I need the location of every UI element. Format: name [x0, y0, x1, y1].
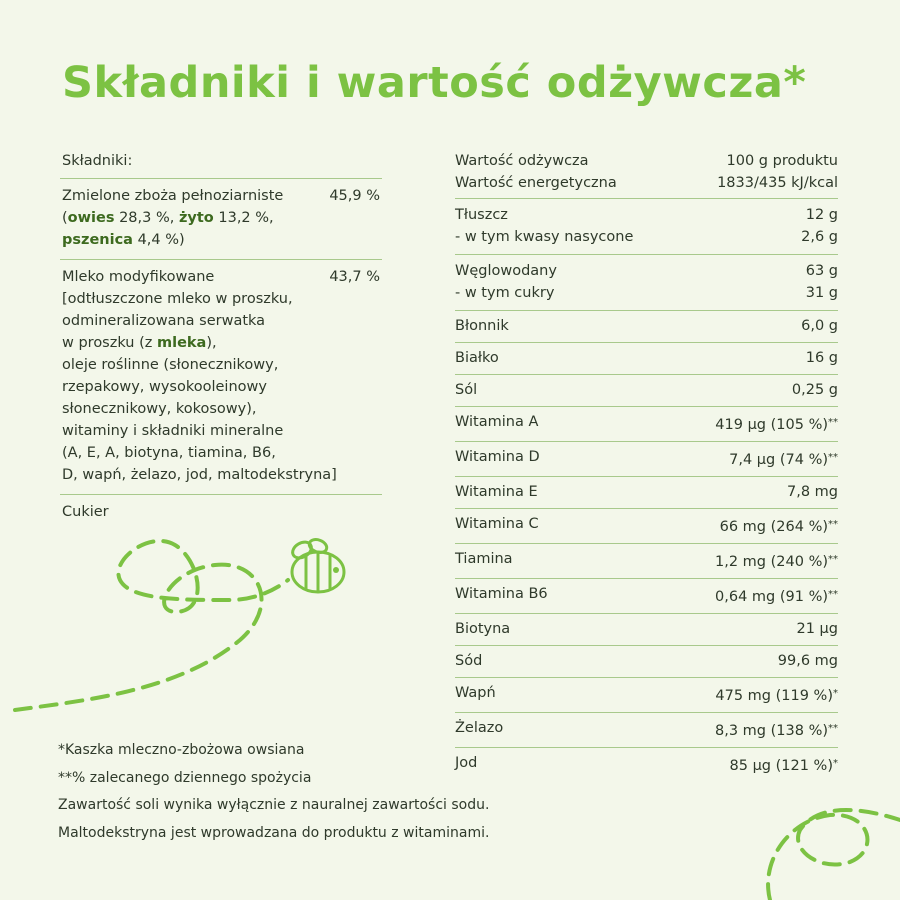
nutrient-value: 99,6 mg: [777, 653, 838, 669]
nutrition-row-salt: Sól 0,25 g: [455, 382, 838, 398]
footnote-2: **% zalecanego dziennego spożycia: [58, 769, 312, 786]
nutrient-label: Witamina D: [455, 449, 540, 465]
nutrient-value: 475 mg (119 %)*: [715, 688, 838, 704]
nutrition-row: [455, 544, 838, 578]
nutrient-label: Sód: [455, 653, 483, 669]
milk-percent: 43,7 %: [329, 269, 380, 285]
footnote-mark: *: [833, 758, 838, 769]
footnote-mark: **: [828, 519, 838, 530]
nutrient-label: Tiamina: [455, 551, 513, 567]
footnotes: [58, 737, 489, 847]
nutrition-row: [455, 748, 838, 782]
ingredient-grains: Zmielone zboża pełnoziarniste 45,9 % (owies 28,3 %, żyto 13,2 %, pszenica 4,4 %): [60, 179, 382, 259]
nutrition-row-protein: Białko 16 g: [455, 350, 838, 366]
nutrient-value: 85 µg (121 %)*: [729, 758, 838, 774]
nutrition-table: [455, 150, 838, 782]
nutrient-value: 8,3 mg (138 %)**: [715, 723, 838, 739]
grains-name: Zmielone zboża pełnoziarniste: [62, 188, 284, 204]
nutrient-label: Witamina B6: [455, 586, 548, 602]
milk-name: Mleko modyfikowane: [62, 269, 215, 285]
nutrition-row: [455, 442, 838, 476]
nutrient-label: Żelazo: [455, 720, 504, 736]
ingredients-header: Składniki:: [62, 153, 133, 169]
nutrition-row: [455, 579, 838, 613]
nutrient-value: 1,2 mg (240 %)**: [715, 554, 838, 570]
nutrient-value: 7,4 µg (74 %)**: [729, 452, 838, 468]
page-title: Składniki i wartość odżywcza*: [62, 58, 807, 108]
milk-allergen: mleka: [156, 335, 207, 351]
wheat-label: pszenica: [62, 232, 133, 248]
nutrition-row-fiber: Błonnik 6,0 g: [455, 318, 838, 334]
nutrition-row: [455, 509, 838, 543]
nutrition-row: [455, 713, 838, 747]
nutrient-label: Witamina E: [455, 484, 538, 500]
footnote-mark: **: [828, 417, 838, 428]
nutrient-value: 419 µg (105 %)**: [715, 417, 838, 433]
nutrient-label: Witamina A: [455, 414, 539, 430]
footnote-mark: **: [828, 723, 838, 734]
footnote-1: *Kaszka mleczno-zbożowa owsiana: [58, 742, 305, 758]
nutrition-header: Wartość odżywcza 100 g produktu Wartość energetyczna 1833/435 kJ/kcal: [455, 153, 838, 191]
nutrient-value: 66 mg (264 %)**: [719, 519, 838, 535]
footnote-mark: **: [828, 554, 838, 565]
nutrient-label: Jod: [455, 755, 478, 771]
nutrition-row-fat: Tłuszcz 12 g - w tym kwasy nasycone 2,6 g: [455, 207, 838, 245]
nutrition-row: [455, 407, 838, 441]
nutrition-row: [455, 614, 838, 645]
footnote-mark: **: [828, 589, 838, 600]
footnote-3: Zawartość soli wynika wyłącznie z nauralnej zawartości sodu.: [58, 797, 490, 813]
oats-label: owies: [67, 210, 115, 226]
grains-percent: 45,9 %: [329, 188, 380, 204]
nutrition-row-carbs: Węglowodany 63 g - w tym cukry 31 g: [455, 263, 838, 301]
nutrient-value: 7,8 mg: [787, 484, 838, 500]
nutrition-row: [455, 646, 838, 677]
bee-icon: [290, 537, 344, 592]
micronutrient-list: [455, 406, 838, 782]
rye-label: żyto: [178, 210, 214, 226]
ingredient-milk: Mleko modyfikowane 43,7 % [odtłuszczone mleko w proszku, odmineralizowana serwatka w proszku (z mleka), oleje roślinne (słonecznikowy, rzepakowy, wysokooleinowy słonecznikowy, kokosowy), witaminy i składniki mineralne (A, E, A, biotyna, tiamina, B6, D, wapń, żelazo, jod, maltodekstryna]: [60, 260, 382, 494]
footnote-4: Maltodekstryna jest wprowadzana do produktu z witaminami.: [58, 824, 490, 841]
footnote-mark: *: [833, 688, 838, 699]
nutrition-row: [455, 678, 838, 712]
nutrient-value: 0,64 mg (91 %)**: [715, 589, 838, 605]
nutrient-value: 21 µg: [796, 621, 838, 637]
ingredients-section: [60, 150, 382, 531]
nutrient-label: Witamina C: [455, 516, 539, 532]
nutrition-row: [455, 477, 838, 508]
nutrient-label: Biotyna: [455, 621, 511, 637]
footnote-mark: **: [828, 452, 838, 463]
ingredient-sugar: Cukier: [62, 504, 109, 520]
nutrient-label: Wapń: [455, 685, 496, 701]
